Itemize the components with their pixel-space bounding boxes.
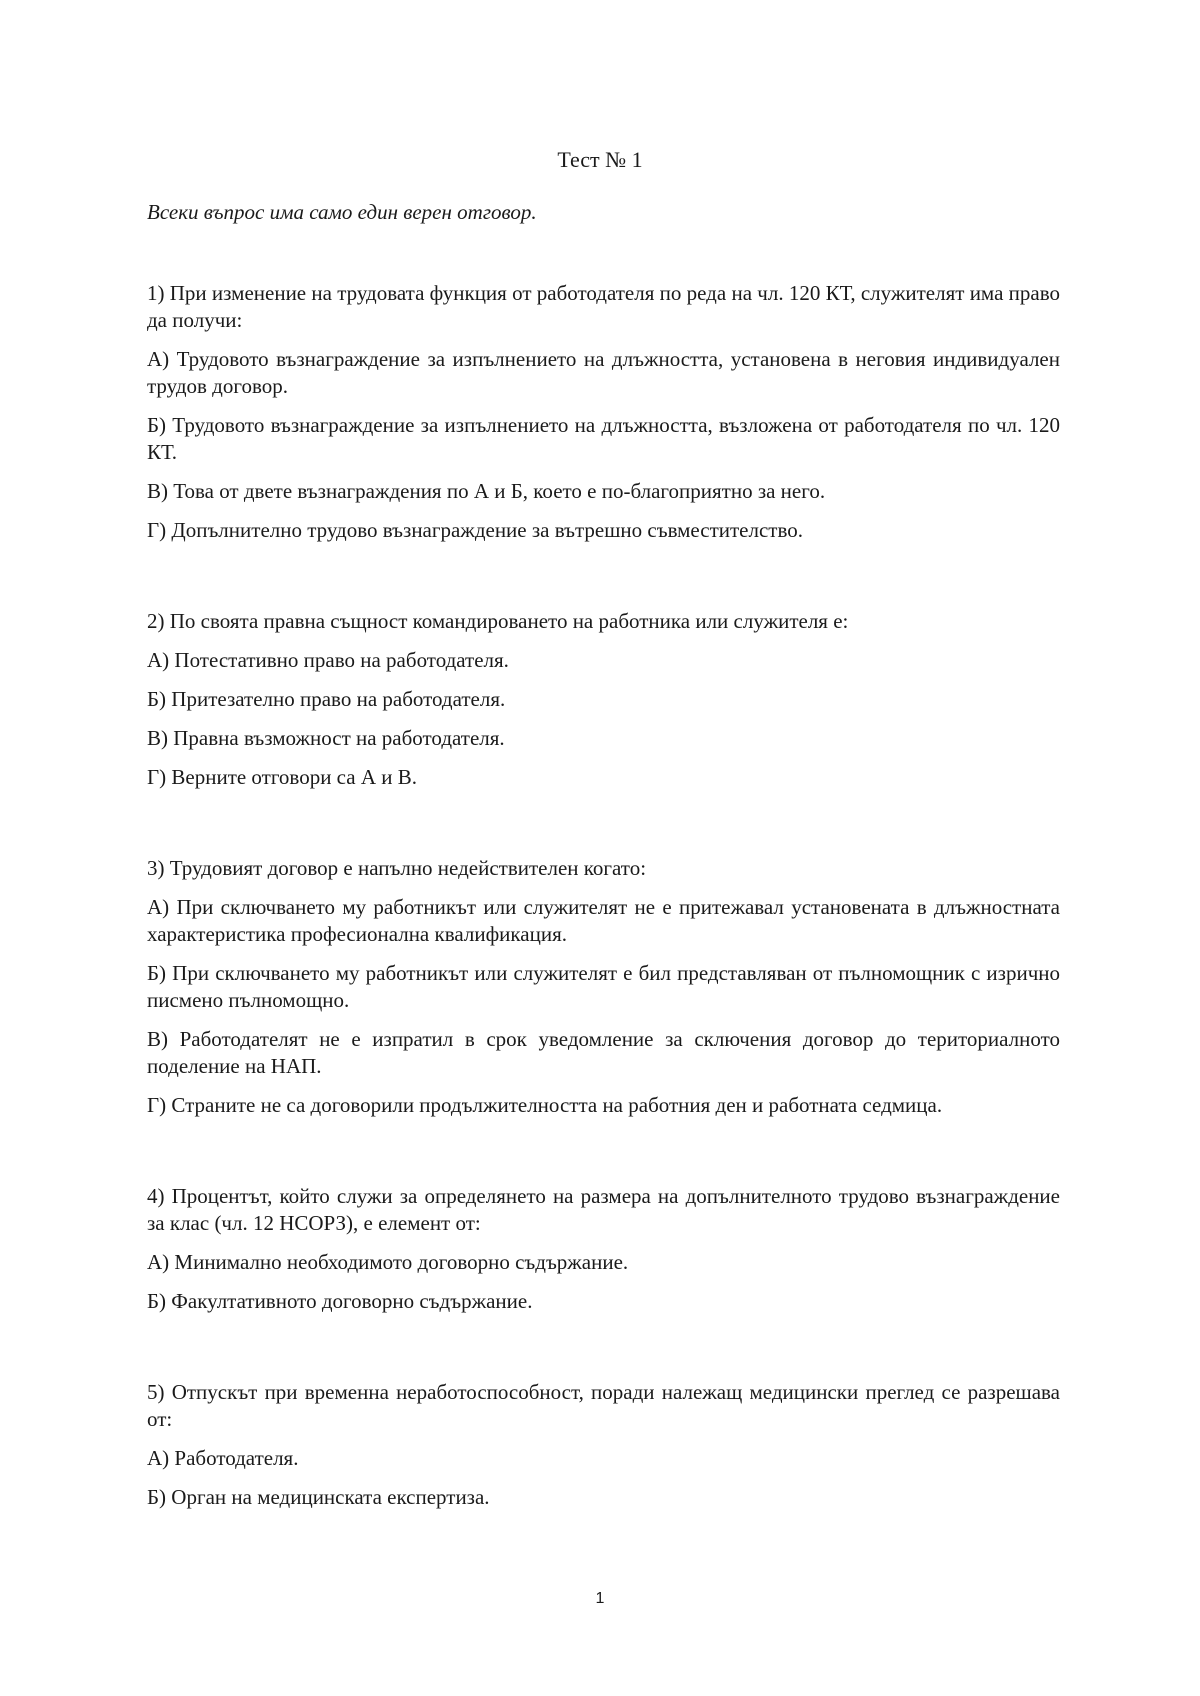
answer-option: В) Това от двете възнаграждения по А и Б, което е по-благоприятно за него. — [147, 479, 826, 503]
answer-option: Г) Верните отговори са А и В. — [147, 765, 417, 789]
answer-option: Б) Притезателно право на работодателя. — [147, 687, 506, 711]
answer-option: В) Работодателят не е изпратил в срок уведомление за сключения договор до териториалното поделение на НАП. — [147, 1027, 1060, 1078]
answer-option: В) Правна възможност на работодателя. — [147, 726, 505, 750]
answer-option: А) Трудовото възнаграждение за изпълнението на длъжността, установена в неговия индивидуален трудов договор. — [147, 347, 1060, 398]
document-title: Тест № 1 — [557, 147, 643, 172]
answer-option: Г) Страните не са договорили продължителността на работния ден и работната седмица. — [147, 1093, 943, 1117]
question-text: 5) Отпускът при временна неработоспособност, поради належащ медицински преглед се разрешава от: — [147, 1380, 1060, 1431]
answer-option: Б) Факултативното договорно съдържание. — [147, 1289, 533, 1313]
question-block — [147, 855, 1060, 1119]
answer-option: Б) Трудовото възнаграждение за изпълнението на длъжността, възложена от работодателя по чл. 120 КТ. — [147, 413, 1060, 464]
question-block — [147, 1183, 1060, 1315]
question-text: 2) По своята правна същност командироването на работника или служителя е: — [147, 609, 849, 633]
questions-list — [147, 280, 1060, 1575]
question-text: 1) При изменение на трудовата функция от работодателя по реда на чл. 120 КТ, служителят има право да получи: — [147, 281, 1060, 332]
answer-option: Б) Орган на медицинската експертиза. — [147, 1485, 490, 1509]
question-block — [147, 280, 1060, 544]
answer-option: Б) При сключването му работникът или служителят е бил представляван от пълномощник с изрично писмено пълномощно. — [147, 961, 1060, 1012]
question-text: 3) Трудовият договор е напълно недействителен когато: — [147, 856, 647, 880]
page-number: 1 — [595, 1590, 605, 1607]
answer-option: А) При сключването му работникът или служителят не е притежавал установената в длъжностната характеристика професионална квалификация. — [147, 895, 1060, 946]
question-block — [147, 608, 1060, 791]
instructions-text: Всеки въпрос има само един верен отговор. — [147, 200, 537, 224]
answer-option: Г) Допълнително трудово възнаграждение за вътрешно съвместителство. — [147, 518, 804, 542]
question-text: 4) Процентът, който служи за определянето на размера на допълнителното трудово възнаграждение за клас (чл. 12 НСОРЗ), е елемент от: — [147, 1184, 1060, 1235]
answer-option: А) Потестативно право на работодателя. — [147, 648, 509, 672]
question-block — [147, 1379, 1060, 1511]
answer-option: А) Минимално необходимото договорно съдържание. — [147, 1250, 629, 1274]
answer-option: А) Работодателя. — [147, 1446, 299, 1470]
